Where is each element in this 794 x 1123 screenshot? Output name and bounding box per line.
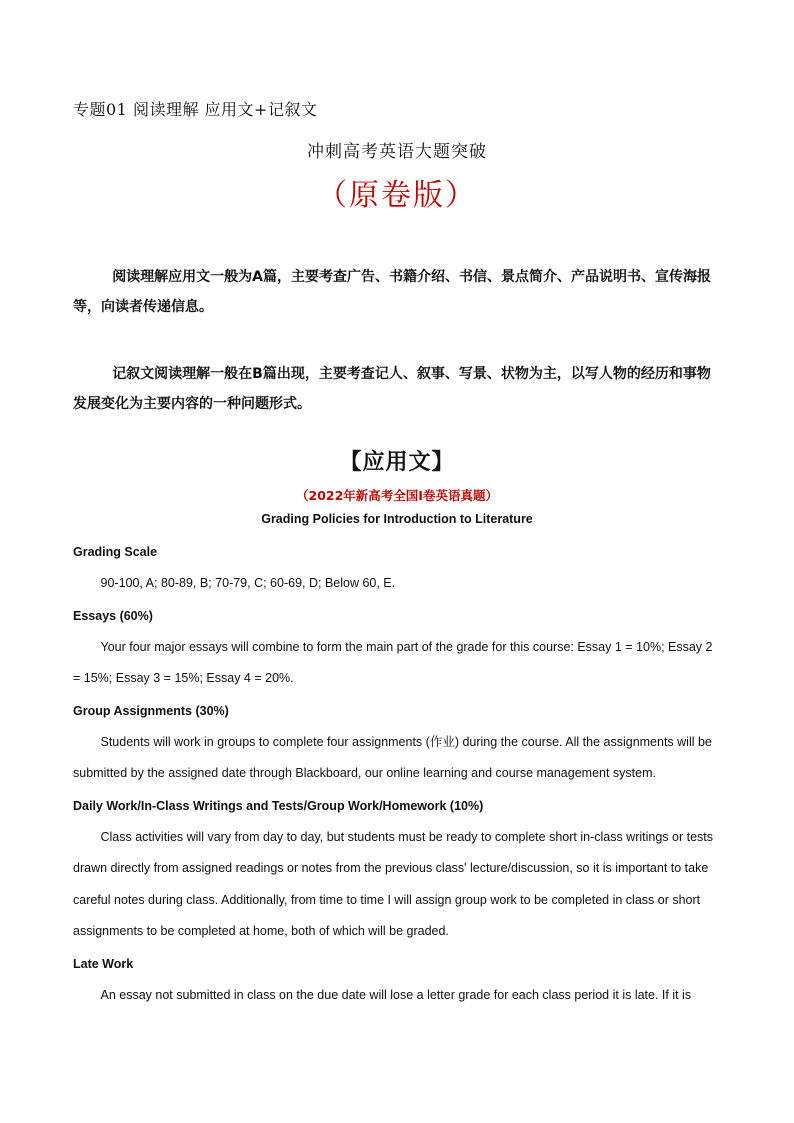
grading-scale-block [73,536,723,600]
edition-label: （原卷版） [317,178,477,213]
passage-body [73,536,723,1011]
exam-source-label: （2022年新高考全国Ⅰ卷英语真题） [296,488,498,503]
intro-paragraph-applied-text: 阅读理解应用文一般为A篇，主要考查广告、书籍介绍、书信、景点简介、产品说明书、宣传海报等，向读者传递信息。 [73,269,712,315]
topic-title: 专题01 阅读理解 应用文+记叙文 [73,100,318,119]
passage-title: Grading Policies for Introduction to Literature [261,512,533,526]
block-heading: Group Assignments (30%) [73,703,229,718]
block-body: Students will work in groups to complete four assignments (作业) during the course. All the assignments will be submitted by the assigned date through Blackboard, our online learning and course management system. [73,734,712,780]
block-body: 90-100, A; 80-89, B; 70-79, C; 60-69, D; Below 60, E. [100,576,396,590]
block-body: Your four major essays will combine to form the main part of the grade for this course: Essay 1 = 10%; Essay 2 = 15%; Essay 3 = 15%; Essay 4 = 20%. [73,639,713,685]
daily-work-block [73,790,723,948]
block-heading: Grading Scale [73,545,158,559]
late-work-block [73,948,723,1012]
intro-paragraph-narrative: 记叙文阅读理解一般在B篇出现，主要考查记人、叙事、写景、状物为主，以写人物的经历和事物发展变化为主要内容的一种问题形式。 [73,366,711,412]
essays-block [73,600,723,695]
block-body: An essay not submitted in class on the due date will lose a letter grade for each class period it is late. If it is [100,987,692,1002]
block-heading: Daily Work/In-Class Writings and Tests/Group Work/Homework (10%) [73,798,484,813]
group-assignments-block [73,695,723,790]
section-heading: 【应用文】 [339,450,455,475]
block-body: Class activities will vary from day to day, but students must be ready to complete short in-class writings or tests drawn directly from assigned readings or notes from the previous class' lecture/discussion, so it is important to take careful notes during class. Additionally, from time to time I will assign group work to be completed in class or short assignments to be completed at home, both of which will be graded. [73,829,713,938]
block-heading: Essays (60%) [73,608,153,623]
block-heading: Late Work [73,956,134,971]
document-subtitle: 冲刺高考英语大题突破 [307,142,487,162]
